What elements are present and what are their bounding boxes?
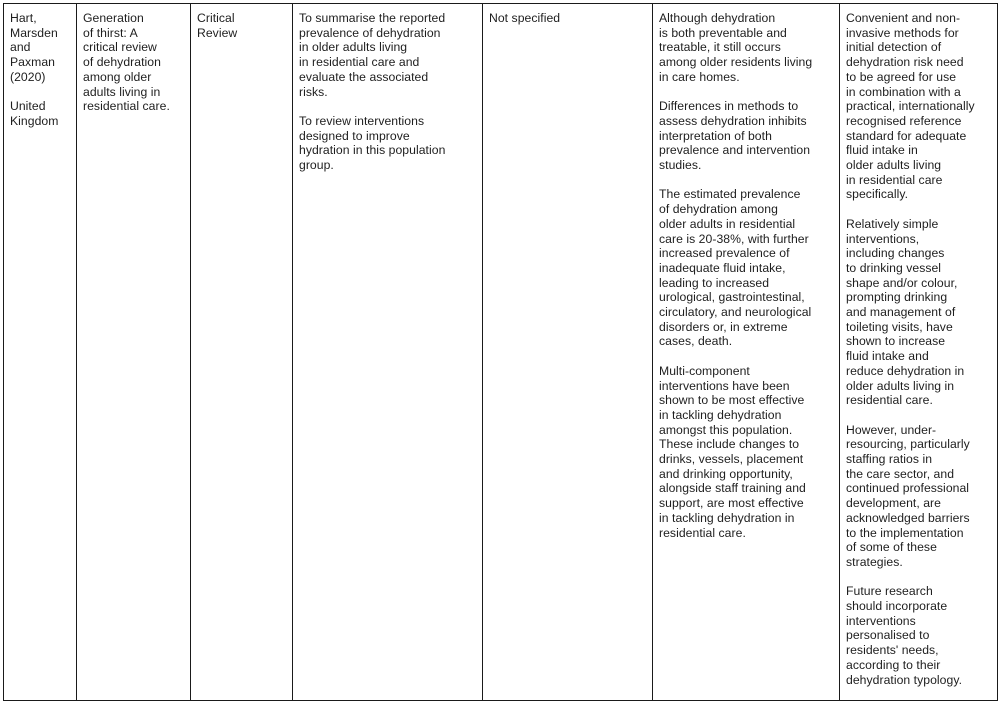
author-country: United Kingdom	[10, 99, 59, 128]
finding-paragraph: Although dehydration is both preventable and treatable, it still occurs among older residents living in care homes.	[659, 11, 813, 84]
conclusion-paragraph: Future research should incorporate interventions personalised to residents' needs, according to their dehydration typology.	[846, 584, 963, 687]
aim-paragraph: To summarise the reported prevalence of dehydration in older adults living in residential care and evaluate the associated risks.	[299, 11, 446, 99]
findings-cell	[653, 4, 840, 701]
aims-cell	[293, 4, 483, 701]
study-title: Generation of thirst: A critical review of dehydration among older adults living in residential care.	[83, 11, 170, 114]
conclusion-paragraph: However, under- resourcing, particularly staffing ratios in the care sector, and continued professional development, are acknowledged barriers to the implementation of some of these strategies.	[846, 422, 970, 569]
author-cell	[4, 4, 77, 701]
title-cell	[77, 4, 191, 701]
table-row	[4, 4, 998, 701]
method-cell	[483, 4, 653, 701]
finding-paragraph: Differences in methods to assess dehydration inhibits interpretation of both prevalence and intervention studies.	[659, 99, 811, 173]
aim-paragraph: To review interventions designed to improve hydration in this population group.	[299, 113, 446, 173]
finding-paragraph: The estimated prevalence of dehydration among older adults in residential care is 20-38%, with further increased prevalence of inadequate fluid intake, leading to increased urological, gastrointestinal, circulatory, and neurological disorders or, in extreme cases, death.	[659, 187, 812, 349]
literature-review-table	[3, 3, 998, 701]
conclusion-paragraph: Relatively simple interventions, including changes to drinking vessel shape and/or colour, prompting drinking and management of toileting visits, have shown to increase fluid intake and reduce dehydration in older adults living in residential care.	[846, 216, 965, 408]
study-type-cell	[191, 4, 293, 701]
conclusions-cell	[840, 4, 998, 701]
author-names: Hart, Marsden and Paxman (2020)	[10, 11, 58, 84]
finding-paragraph: Multi-component interventions have been shown to be most effective in tackling dehydration amongst this population. These include changes to drinks, vessels, placement and drinking opportunity, alongside staff training and support, are most effective in tackling dehydration in residential care.	[659, 363, 806, 540]
method-text: Not specified	[489, 11, 561, 25]
conclusion-paragraph: Convenient and non- invasive methods for initial detection of dehydration risk need to be agreed for use in combination with a practical, internationally recognised reference standard for adequate fluid intake in older adults living in residential care specifically.	[846, 11, 975, 202]
study-type: Critical Review	[197, 11, 238, 40]
